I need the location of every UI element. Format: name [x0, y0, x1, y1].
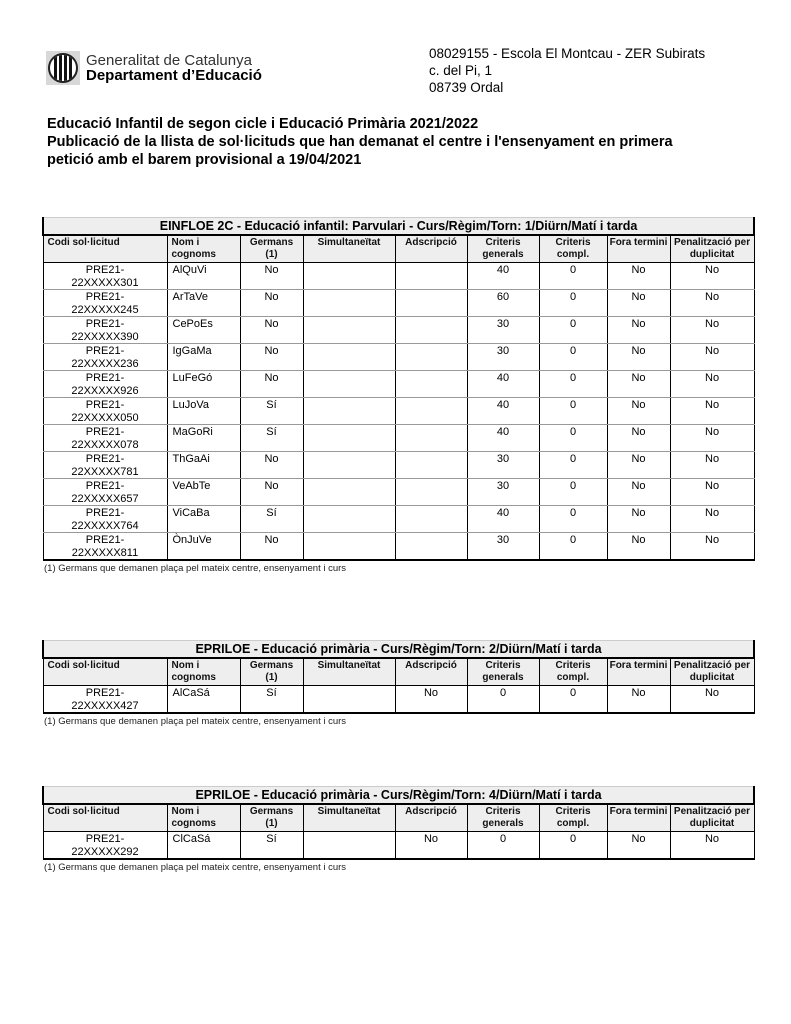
- adscripcio-cell: [395, 290, 467, 317]
- school-city: 08739 Ordal: [429, 80, 504, 95]
- section-title: EPRILOE - Educació primària - Curs/Règim/Torn: 4/Diürn/Matí i tarda: [43, 787, 754, 805]
- simultaneitat-cell: [303, 371, 395, 398]
- column-header: Codi sol·licitud: [43, 235, 167, 263]
- footnote: (1) Germans que demanen plaça pel mateix centre, ensenyament i curs: [44, 563, 347, 574]
- applications-table: [42, 786, 755, 860]
- column-header: Simultaneïtat: [303, 658, 395, 686]
- generalitat-logo: [48, 53, 262, 83]
- column-header: Penalització per duplicitat: [670, 658, 754, 686]
- column-header: Fora termini: [607, 235, 670, 263]
- section-table-2: [42, 786, 753, 873]
- applications-table: [42, 640, 755, 714]
- name-cell: LuJoVa: [167, 398, 240, 425]
- name-cell: ClCaSá: [167, 832, 240, 860]
- section-title: EINFLOE 2C - Educació infantil: Parvulari - Curs/Règim/Torn: 1/Diürn/Matí i tarda: [43, 218, 754, 236]
- fora-termini-cell: No: [607, 371, 670, 398]
- germans-cell: No: [240, 344, 303, 371]
- criteris-compl-cell: 0: [539, 398, 607, 425]
- coat-of-arms-icon: [48, 53, 78, 83]
- germans-cell: Sí: [240, 398, 303, 425]
- code-cell: PRE21- 22XXXXX781: [43, 452, 167, 479]
- simultaneitat-cell: [303, 425, 395, 452]
- simultaneitat-cell: [303, 479, 395, 506]
- title-line-1: Educació Infantil de segon cicle i Educació Primària 2021/2022: [47, 116, 479, 132]
- code-cell: PRE21- 22XXXXX292: [43, 832, 167, 860]
- fora-termini-cell: No: [607, 344, 670, 371]
- fora-termini-cell: No: [607, 452, 670, 479]
- column-header: Criteris compl.: [539, 658, 607, 686]
- footnote: (1) Germans que demanen plaça pel mateix centre, ensenyament i curs: [44, 716, 347, 727]
- code-cell: PRE21- 22XXXXX050: [43, 398, 167, 425]
- column-header: Fora termini: [607, 804, 670, 832]
- column-header: Criteris generals: [467, 804, 539, 832]
- fora-termini-cell: No: [607, 479, 670, 506]
- name-cell: MaGoRi: [167, 425, 240, 452]
- criteris-generals-cell: 30: [467, 479, 539, 506]
- name-cell: AlCaSá: [167, 686, 240, 714]
- germans-cell: Sí: [240, 832, 303, 860]
- table-row: [43, 371, 754, 398]
- school-address: [429, 45, 705, 96]
- germans-cell: Sí: [240, 506, 303, 533]
- criteris-compl-cell: 0: [539, 263, 607, 290]
- column-header: Penalització per duplicitat: [670, 804, 754, 832]
- criteris-compl-cell: 0: [539, 317, 607, 344]
- header-row: [43, 235, 754, 263]
- penalitzacio-cell: No: [670, 452, 754, 479]
- penalitzacio-cell: No: [670, 479, 754, 506]
- criteris-generals-cell: 30: [467, 344, 539, 371]
- section-title: EPRILOE - Educació primària - Curs/Règim/Torn: 2/Diürn/Matí i tarda: [43, 641, 754, 659]
- name-cell: ThGaAi: [167, 452, 240, 479]
- simultaneitat-cell: [303, 533, 395, 561]
- criteris-compl-cell: 0: [539, 452, 607, 479]
- criteris-compl-cell: 0: [539, 506, 607, 533]
- germans-cell: No: [240, 533, 303, 561]
- name-cell: VeAbTe: [167, 479, 240, 506]
- code-cell: PRE21- 22XXXXX926: [43, 371, 167, 398]
- simultaneitat-cell: [303, 452, 395, 479]
- page-title: [47, 115, 747, 169]
- header-row: [43, 804, 754, 832]
- criteris-generals-cell: 60: [467, 290, 539, 317]
- adscripcio-cell: [395, 263, 467, 290]
- code-cell: PRE21- 22XXXXX811: [43, 533, 167, 561]
- code-cell: PRE21- 22XXXXX427: [43, 686, 167, 714]
- table-row: [43, 506, 754, 533]
- fora-termini-cell: No: [607, 506, 670, 533]
- simultaneitat-cell: [303, 686, 395, 714]
- germans-cell: No: [240, 290, 303, 317]
- footnote: (1) Germans que demanen plaça pel mateix centre, ensenyament i curs: [44, 862, 347, 873]
- applications-table: [42, 217, 755, 561]
- penalitzacio-cell: No: [670, 832, 754, 860]
- section-table-0: [42, 217, 753, 574]
- adscripcio-cell: [395, 371, 467, 398]
- simultaneitat-cell: [303, 506, 395, 533]
- column-header: Nom i cognoms: [167, 804, 240, 832]
- criteris-generals-cell: 0: [467, 832, 539, 860]
- column-header: Germans (1): [240, 804, 303, 832]
- table-row: [43, 398, 754, 425]
- criteris-generals-cell: 0: [467, 686, 539, 714]
- title-line-3: petició amb el barem provisional a 19/04/2021: [47, 152, 362, 168]
- criteris-compl-cell: 0: [539, 290, 607, 317]
- criteris-generals-cell: 30: [467, 317, 539, 344]
- criteris-generals-cell: 40: [467, 506, 539, 533]
- criteris-generals-cell: 40: [467, 263, 539, 290]
- name-cell: IgGaMa: [167, 344, 240, 371]
- criteris-generals-cell: 40: [467, 371, 539, 398]
- column-header: Criteris compl.: [539, 804, 607, 832]
- penalitzacio-cell: No: [670, 317, 754, 344]
- simultaneitat-cell: [303, 398, 395, 425]
- penalitzacio-cell: No: [670, 686, 754, 714]
- criteris-generals-cell: 40: [467, 398, 539, 425]
- table-row: [43, 344, 754, 371]
- simultaneitat-cell: [303, 344, 395, 371]
- germans-cell: No: [240, 263, 303, 290]
- name-cell: ArTaVe: [167, 290, 240, 317]
- penalitzacio-cell: No: [670, 371, 754, 398]
- table-row: [43, 290, 754, 317]
- penalitzacio-cell: No: [670, 263, 754, 290]
- criteris-generals-cell: 30: [467, 452, 539, 479]
- criteris-generals-cell: 30: [467, 533, 539, 561]
- penalitzacio-cell: No: [670, 398, 754, 425]
- name-cell: AlQuVi: [167, 263, 240, 290]
- column-header: Nom i cognoms: [167, 235, 240, 263]
- table-row: [43, 832, 754, 860]
- name-cell: ÒnJuVe: [167, 533, 240, 561]
- name-cell: ViCaBa: [167, 506, 240, 533]
- fora-termini-cell: No: [607, 533, 670, 561]
- column-header: Penalització per duplicitat: [670, 235, 754, 263]
- table-row: [43, 263, 754, 290]
- table-row: [43, 317, 754, 344]
- germans-cell: No: [240, 479, 303, 506]
- fora-termini-cell: No: [607, 290, 670, 317]
- department-name: Departament d’Educació: [86, 67, 262, 84]
- criteris-generals-cell: 40: [467, 425, 539, 452]
- table-row: [43, 686, 754, 714]
- code-cell: PRE21- 22XXXXX236: [43, 344, 167, 371]
- adscripcio-cell: [395, 344, 467, 371]
- code-cell: PRE21- 22XXXXX078: [43, 425, 167, 452]
- penalitzacio-cell: No: [670, 506, 754, 533]
- adscripcio-cell: [395, 533, 467, 561]
- column-header: Criteris compl.: [539, 235, 607, 263]
- fora-termini-cell: No: [607, 398, 670, 425]
- simultaneitat-cell: [303, 317, 395, 344]
- adscripcio-cell: No: [395, 686, 467, 714]
- column-header: Criteris generals: [467, 235, 539, 263]
- criteris-compl-cell: 0: [539, 686, 607, 714]
- adscripcio-cell: [395, 317, 467, 344]
- germans-cell: No: [240, 452, 303, 479]
- penalitzacio-cell: No: [670, 533, 754, 561]
- penalitzacio-cell: No: [670, 425, 754, 452]
- adscripcio-cell: No: [395, 832, 467, 860]
- code-cell: PRE21- 22XXXXX657: [43, 479, 167, 506]
- column-header: Germans (1): [240, 235, 303, 263]
- column-header: Adscripció: [395, 235, 467, 263]
- adscripcio-cell: [395, 479, 467, 506]
- table-row: [43, 533, 754, 561]
- germans-cell: Sí: [240, 686, 303, 714]
- title-line-2: Publicació de la llista de sol·licituds que han demanat el centre i l'ensenyament en primera: [47, 134, 673, 150]
- code-cell: PRE21- 22XXXXX390: [43, 317, 167, 344]
- fora-termini-cell: No: [607, 686, 670, 714]
- criteris-compl-cell: 0: [539, 533, 607, 561]
- adscripcio-cell: [395, 506, 467, 533]
- fora-termini-cell: No: [607, 317, 670, 344]
- criteris-compl-cell: 0: [539, 425, 607, 452]
- criteris-compl-cell: 0: [539, 371, 607, 398]
- simultaneitat-cell: [303, 263, 395, 290]
- column-header: Simultaneïtat: [303, 804, 395, 832]
- name-cell: CePoEs: [167, 317, 240, 344]
- code-cell: PRE21- 22XXXXX301: [43, 263, 167, 290]
- adscripcio-cell: [395, 398, 467, 425]
- simultaneitat-cell: [303, 290, 395, 317]
- fora-termini-cell: No: [607, 263, 670, 290]
- adscripcio-cell: [395, 425, 467, 452]
- simultaneitat-cell: [303, 832, 395, 860]
- section-table-1: [42, 640, 753, 727]
- school-street: c. del Pi, 1: [429, 63, 493, 78]
- code-cell: PRE21- 22XXXXX764: [43, 506, 167, 533]
- school-name: 08029155 - Escola El Montcau - ZER Subirats: [429, 46, 706, 61]
- column-header: Fora termini: [607, 658, 670, 686]
- adscripcio-cell: [395, 452, 467, 479]
- column-header: Codi sol·licitud: [43, 804, 167, 832]
- germans-cell: No: [240, 317, 303, 344]
- criteris-compl-cell: 0: [539, 344, 607, 371]
- table-row: [43, 479, 754, 506]
- fora-termini-cell: No: [607, 832, 670, 860]
- penalitzacio-cell: No: [670, 344, 754, 371]
- column-header: Criteris generals: [467, 658, 539, 686]
- germans-cell: Sí: [240, 425, 303, 452]
- column-header: Simultaneïtat: [303, 235, 395, 263]
- table-row: [43, 452, 754, 479]
- criteris-compl-cell: 0: [539, 479, 607, 506]
- column-header: Germans (1): [240, 658, 303, 686]
- code-cell: PRE21- 22XXXXX245: [43, 290, 167, 317]
- header-row: [43, 658, 754, 686]
- name-cell: LuFeGó: [167, 371, 240, 398]
- criteris-compl-cell: 0: [539, 832, 607, 860]
- table-row: [43, 425, 754, 452]
- org-name: Generalitat de Catalunya: [86, 52, 252, 69]
- column-header: Codi sol·licitud: [43, 658, 167, 686]
- column-header: Adscripció: [395, 804, 467, 832]
- column-header: Nom i cognoms: [167, 658, 240, 686]
- penalitzacio-cell: No: [670, 290, 754, 317]
- fora-termini-cell: No: [607, 425, 670, 452]
- germans-cell: No: [240, 371, 303, 398]
- column-header: Adscripció: [395, 658, 467, 686]
